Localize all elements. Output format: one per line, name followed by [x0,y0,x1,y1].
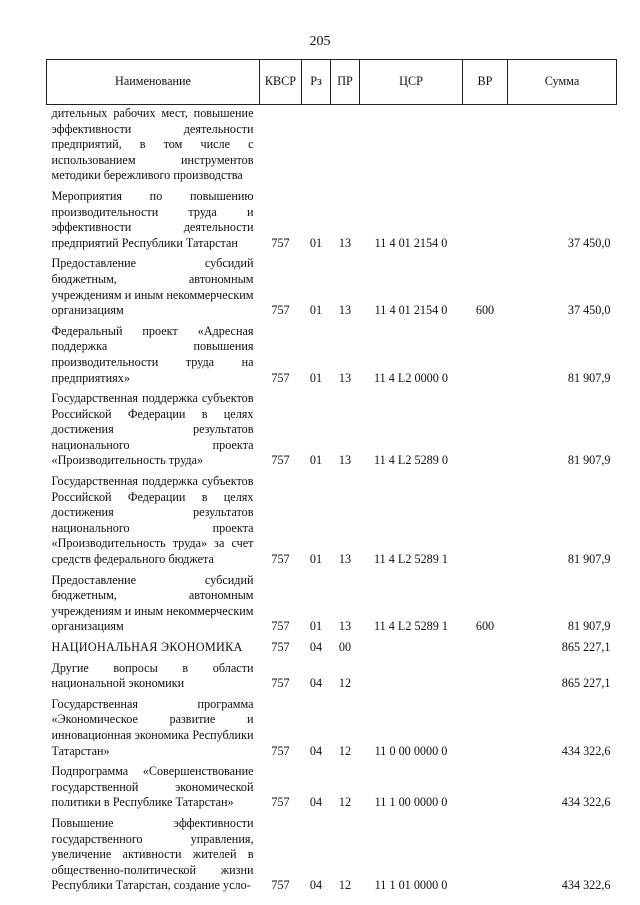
table-header-row [47,60,617,105]
row-csr: 11 4 L2 0000 0 [373,370,449,385]
row-sum: 81 907,9 [567,619,611,634]
table-row [47,763,617,815]
row-kvsr: 757 [271,370,290,385]
row-pr: 12 [338,795,352,810]
row-rz: 01 [309,552,323,567]
row-vr [463,639,508,660]
header-pr: ПР [331,60,360,105]
row-sum: 81 907,9 [567,453,611,468]
row-vr [463,696,508,763]
row-rz: 01 [309,235,323,250]
row-csr: 11 4 L2 5289 1 [373,619,449,634]
row-kvsr: 757 [271,619,290,634]
row-kvsr: 757 [271,878,290,893]
row-rz: 04 [309,795,323,810]
row-name: НАЦИОНАЛЬНАЯ ЭКОНОМИКА [51,640,243,654]
row-sum: 37 450,0 [567,235,611,250]
budget-table [46,59,617,898]
row-name: Другие вопросы в области национальной экономики [51,660,254,691]
row-pr: 12 [338,878,352,893]
row-rz: 04 [309,878,323,893]
row-vr [463,660,508,696]
table-row [47,188,617,255]
row-pr [331,105,360,188]
row-csr [360,639,463,660]
row-rz: 01 [309,370,323,385]
row-kvsr [260,105,302,188]
page-number: 205 [309,34,331,49]
row-vr: 600 [475,619,495,634]
row-kvsr: 757 [271,743,290,758]
table-row [47,323,617,390]
row-vr [463,763,508,815]
row-pr: 13 [338,453,352,468]
row-name: Предоставление субсидий бюджетным, автономным учреждениям и иным некоммерческим организациям [51,572,254,634]
row-rz: 01 [309,619,323,634]
row-name: Государственная поддержка субъектов Российской Федерации в целях достижения результатов национального проекта «Производительность труда» [51,391,254,468]
row-vr: 600 [475,303,495,318]
row-csr: 11 1 01 0000 0 [374,878,448,893]
header-kvsr: КВСР [260,60,302,105]
row-rz: 04 [309,743,323,758]
row-name: Подпрограмма «Совершенствование государственной экономической политики в Республике Татарстан» [51,764,254,810]
row-kvsr: 757 [271,303,290,318]
row-csr: 11 4 01 2154 0 [374,235,448,250]
row-sum: 81 907,9 [567,552,611,567]
row-sum: 865 227,1 [561,640,611,654]
row-pr: 13 [338,552,352,567]
row-pr: 13 [338,619,352,634]
row-name: Повышение эффективности государственного управления, увеличение активности жителей в общественно-политической жизни Республики Татарстан, создание усло- [51,815,254,893]
row-rz: 01 [309,303,323,318]
row-sum: 81 907,9 [567,370,611,385]
row-sum: 37 450,0 [567,303,611,318]
table-row [47,572,617,639]
row-sum [508,105,617,188]
table-row [47,815,617,898]
row-kvsr: 757 [271,552,290,567]
row-name: дительных рабочих мест, повышение эффективности деятельности предприятий, в том числе с использованием инструментов методики бережливого производства [51,106,254,183]
row-kvsr: 757 [271,795,290,810]
row-vr [463,390,508,473]
row-kvsr: 757 [271,453,290,468]
row-vr [463,188,508,255]
row-sum: 434 322,6 [561,878,611,893]
row-kvsr: 757 [271,640,290,654]
table-row [47,390,617,473]
row-name: Мероприятия по повышению производительности труда и эффективности деятельности предприятий Республики Татарстан [51,188,254,250]
row-csr [360,660,463,696]
row-csr: 11 4 L2 5289 1 [373,552,449,567]
row-name: Федеральный проект «Адресная поддержка повышения производительности труда на предприятиях» [51,323,254,385]
row-rz: 04 [309,676,323,691]
row-sum: 865 227,1 [561,676,611,691]
row-sum: 434 322,6 [561,743,611,758]
row-pr: 13 [338,303,352,318]
row-vr [463,105,508,188]
row-name: Государственная программа «Экономическое развитие и инновационная экономика Республики Татарстан» [51,696,254,758]
row-pr: 12 [338,743,352,758]
row-rz [302,105,331,188]
row-csr: 11 4 01 2154 0 [374,303,448,318]
header-rz: Рз [302,60,331,105]
table-row [47,696,617,763]
header-csr: ЦСР [360,60,463,105]
header-vr: ВР [463,60,508,105]
table-row [47,105,617,188]
row-name: Государственная поддержка субъектов Российской Федерации в целях достижения результатов национального проекта «Производительность труда» за счет средств федерального бюджета [51,474,254,567]
row-csr: 11 1 00 0000 0 [374,795,448,810]
row-kvsr: 757 [271,235,290,250]
row-name: Предоставление субсидий бюджетным, автономным учреждениям и иным некоммерческим организациям [51,256,254,318]
table-row [47,639,617,660]
table-row [47,473,617,572]
row-vr [463,473,508,572]
row-csr [360,105,463,188]
row-sum: 434 322,6 [561,795,611,810]
row-csr: 11 0 00 0000 0 [374,743,448,758]
row-rz: 01 [309,453,323,468]
row-vr [463,323,508,390]
table-row [47,255,617,322]
row-pr: 12 [338,676,352,691]
row-kvsr: 757 [271,676,290,691]
row-pr: 00 [338,640,352,654]
row-pr: 13 [338,370,352,385]
row-csr: 11 4 L2 5289 0 [373,453,449,468]
table-row [47,660,617,696]
row-pr: 13 [338,235,352,250]
row-rz: 04 [309,640,323,654]
header-name: Наименование [47,60,260,105]
row-vr [463,815,508,898]
header-sum: Сумма [508,60,617,105]
